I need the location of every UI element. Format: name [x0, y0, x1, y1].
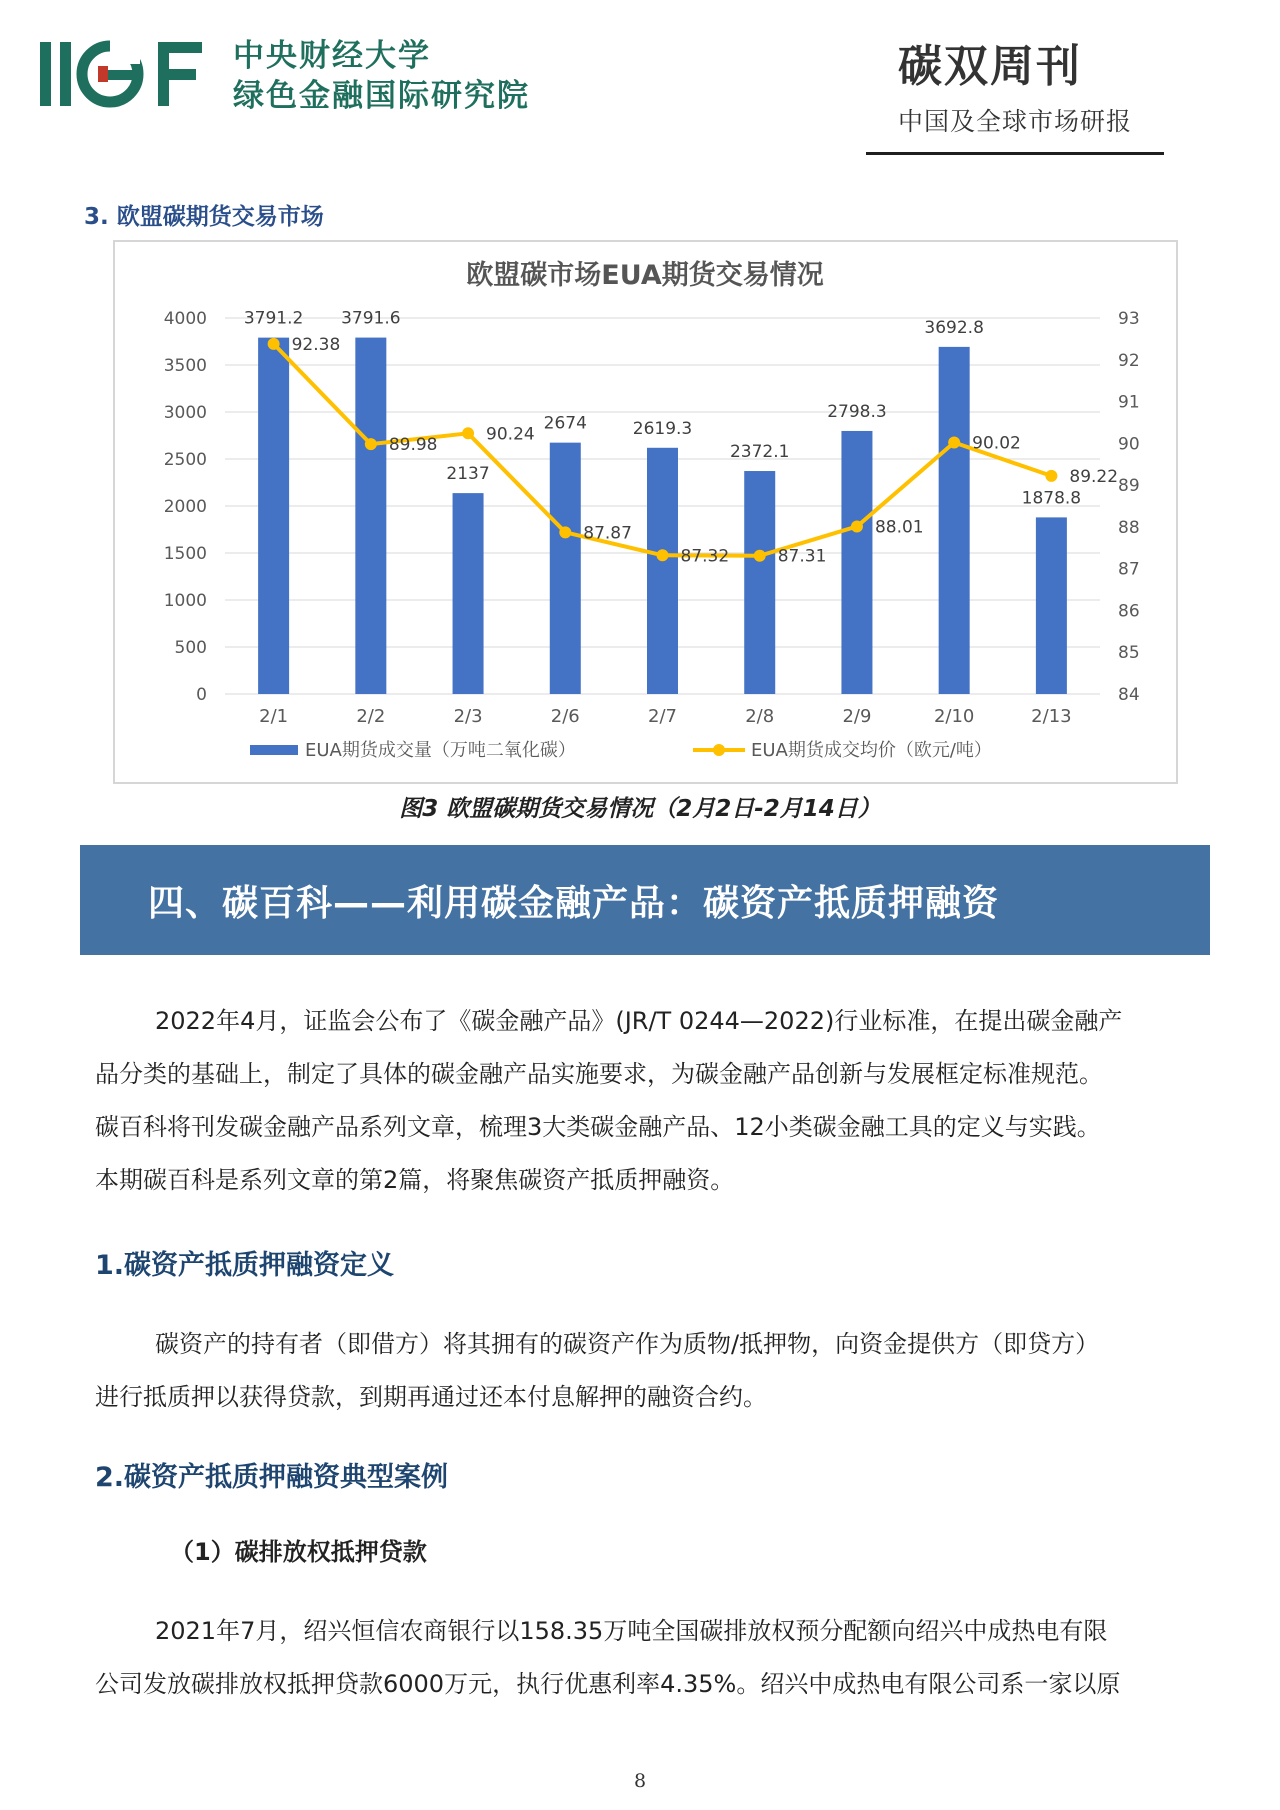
- bar-data-label: 2137: [446, 464, 490, 485]
- bar-data-label: 3791.2: [243, 308, 304, 329]
- bar-volume: [647, 448, 678, 694]
- bar-data-label: 2674: [543, 413, 587, 434]
- bar-data-label: 3791.6: [341, 308, 401, 329]
- bar-volume: [939, 347, 970, 694]
- definition-line: 进行抵质押以获得贷款，到期再通过还本付息解押的融资合约。: [95, 1383, 767, 1411]
- right-axis-tick-label: 85: [1118, 643, 1140, 664]
- bar-volume: [258, 338, 289, 694]
- left-axis-tick-label: 1000: [163, 591, 207, 611]
- price-point: [462, 427, 474, 439]
- left-axis-tick-label: 2000: [163, 497, 207, 517]
- figure-caption: 图3 欧盟碳期货交易情况（2月2日-2月14日）: [399, 796, 881, 822]
- price-data-label: 89.22: [1069, 466, 1119, 487]
- header-divider: [866, 152, 1164, 155]
- bar-volume: [355, 338, 386, 694]
- bar-volume: [453, 493, 484, 694]
- right-axis-tick-label: 93: [1118, 309, 1140, 329]
- iigf-logo: [40, 36, 210, 112]
- publication-title: 碳双周刊: [898, 41, 1082, 92]
- legend-price-marker: [713, 744, 725, 756]
- price-point: [851, 520, 863, 532]
- section-3-title: 3. 欧盟碳期货交易市场: [84, 204, 324, 230]
- section-cases-title: 2.碳资产抵质押融资典型案例: [95, 1462, 449, 1493]
- left-axis-tick-label: 1500: [163, 544, 207, 564]
- right-axis-tick-label: 87: [1118, 559, 1140, 580]
- price-point: [365, 438, 377, 450]
- intro-paragraph: [95, 995, 1195, 1207]
- right-axis-tick-label: 84: [1118, 685, 1140, 705]
- left-axis-tick-label: 3000: [163, 403, 207, 423]
- intro-line: 碳百科将刊发碳金融产品系列文章，梳理3大类碳金融产品、12小类碳金融工具的定义与实践。: [95, 1113, 1101, 1141]
- eua-futures-chart: [113, 240, 1178, 784]
- bar-volume: [550, 443, 581, 694]
- price-data-label: 90.24: [486, 424, 535, 445]
- page-number: 8: [633, 1770, 647, 1792]
- section-definition-title: 1.碳资产抵质押融资定义: [95, 1250, 395, 1281]
- category-tick-label: 2/9: [842, 706, 872, 727]
- bar-data-label: 1878.8: [1021, 488, 1082, 509]
- right-axis-tick-label: 91: [1118, 392, 1140, 413]
- chart-canvas: [115, 242, 1176, 782]
- category-tick-label: 2/13: [1031, 706, 1072, 727]
- bar-data-label: 3692.8: [924, 317, 984, 338]
- left-axis-tick-label: 0: [196, 685, 207, 705]
- category-tick-label: 2/3: [453, 706, 483, 727]
- price-point: [268, 338, 280, 350]
- price-point: [1045, 470, 1057, 482]
- bar-volume: [744, 471, 775, 694]
- chart-title: 欧盟碳市场EUA期货交易情况: [466, 260, 824, 291]
- legend-volume-swatch: [250, 745, 298, 755]
- bar-data-label: 2372.1: [729, 442, 790, 463]
- category-tick-label: 2/7: [648, 706, 677, 727]
- section-banner: [80, 845, 1210, 955]
- price-point: [657, 549, 669, 561]
- price-data-label: 89.98: [388, 435, 438, 456]
- right-axis-tick-label: 86: [1118, 601, 1140, 622]
- left-axis-tick-label: 500: [174, 638, 207, 658]
- case-paragraph: [95, 1605, 1195, 1711]
- price-data-label: 87.31: [777, 546, 827, 567]
- price-data-label: 92.38: [291, 334, 341, 355]
- category-tick-label: 2/10: [933, 706, 975, 727]
- org-name-line1: 中央财经大学: [233, 38, 431, 74]
- right-axis-tick-label: 88: [1118, 517, 1140, 538]
- price-data-label: 87.87: [583, 523, 632, 544]
- category-tick-label: 2/2: [356, 706, 386, 727]
- category-tick-label: 2/6: [550, 706, 580, 727]
- case-subtitle: （1）碳排放权抵押贷款: [170, 1538, 427, 1566]
- price-data-label: 90.02: [972, 433, 1021, 454]
- category-tick-label: 2/1: [259, 706, 289, 727]
- bar-volume: [841, 431, 872, 694]
- banner-title: 四、碳百科——利用碳金融产品：碳资产抵质押融资: [148, 883, 1000, 924]
- price-point: [754, 550, 766, 562]
- bar-volume: [1036, 517, 1067, 694]
- price-point: [559, 526, 571, 538]
- case-line: 2021年7月，绍兴恒信农商银行以158.35万吨全国碳排放权预分配额向绍兴中成热电有限: [155, 1617, 1108, 1645]
- org-name: [233, 36, 530, 116]
- case-line: 公司发放碳排放权抵押贷款6000万元，执行优惠利率4.35%。绍兴中成热电有限公司系一家以原: [95, 1670, 1121, 1698]
- left-axis-tick-label: 4000: [163, 309, 207, 329]
- legend-volume-label: EUA期货成交量（万吨二氧化碳）: [305, 740, 576, 761]
- definition-paragraph: [95, 1318, 1195, 1424]
- legend-price-label: EUA期货成交均价（欧元/吨）: [751, 740, 992, 761]
- left-axis-tick-label: 2500: [163, 450, 207, 470]
- left-axis-tick-label: 3500: [163, 356, 207, 376]
- publication-subtitle: 中国及全球市场研报: [898, 107, 1133, 136]
- intro-line: 品分类的基础上，制定了具体的碳金融产品实施要求，为碳金融产品创新与发展框定标准规范。: [95, 1060, 1103, 1088]
- right-axis-tick-label: 89: [1118, 476, 1140, 497]
- right-axis-tick-label: 90: [1118, 434, 1140, 455]
- right-axis-tick-label: 92: [1118, 350, 1140, 371]
- org-name-line2: 绿色金融国际研究院: [233, 78, 530, 114]
- bar-data-label: 2798.3: [827, 401, 887, 422]
- category-tick-label: 2/8: [745, 706, 775, 727]
- definition-line: 碳资产的持有者（即借方）将其拥有的碳资产作为质物/抵押物，向资金提供方（即贷方）: [155, 1330, 1100, 1358]
- intro-line: 本期碳百科是系列文章的第2篇，将聚焦碳资产抵质押融资。: [95, 1166, 735, 1194]
- bar-data-label: 2619.3: [632, 418, 693, 439]
- price-data-label: 87.32: [680, 546, 730, 567]
- intro-line: 2022年4月，证监会公布了《碳金融产品》(JR/T 0244—2022)行业标准，在提出碳金融产: [155, 1007, 1123, 1035]
- price-data-label: 88.01: [874, 517, 924, 538]
- price-point: [948, 436, 960, 448]
